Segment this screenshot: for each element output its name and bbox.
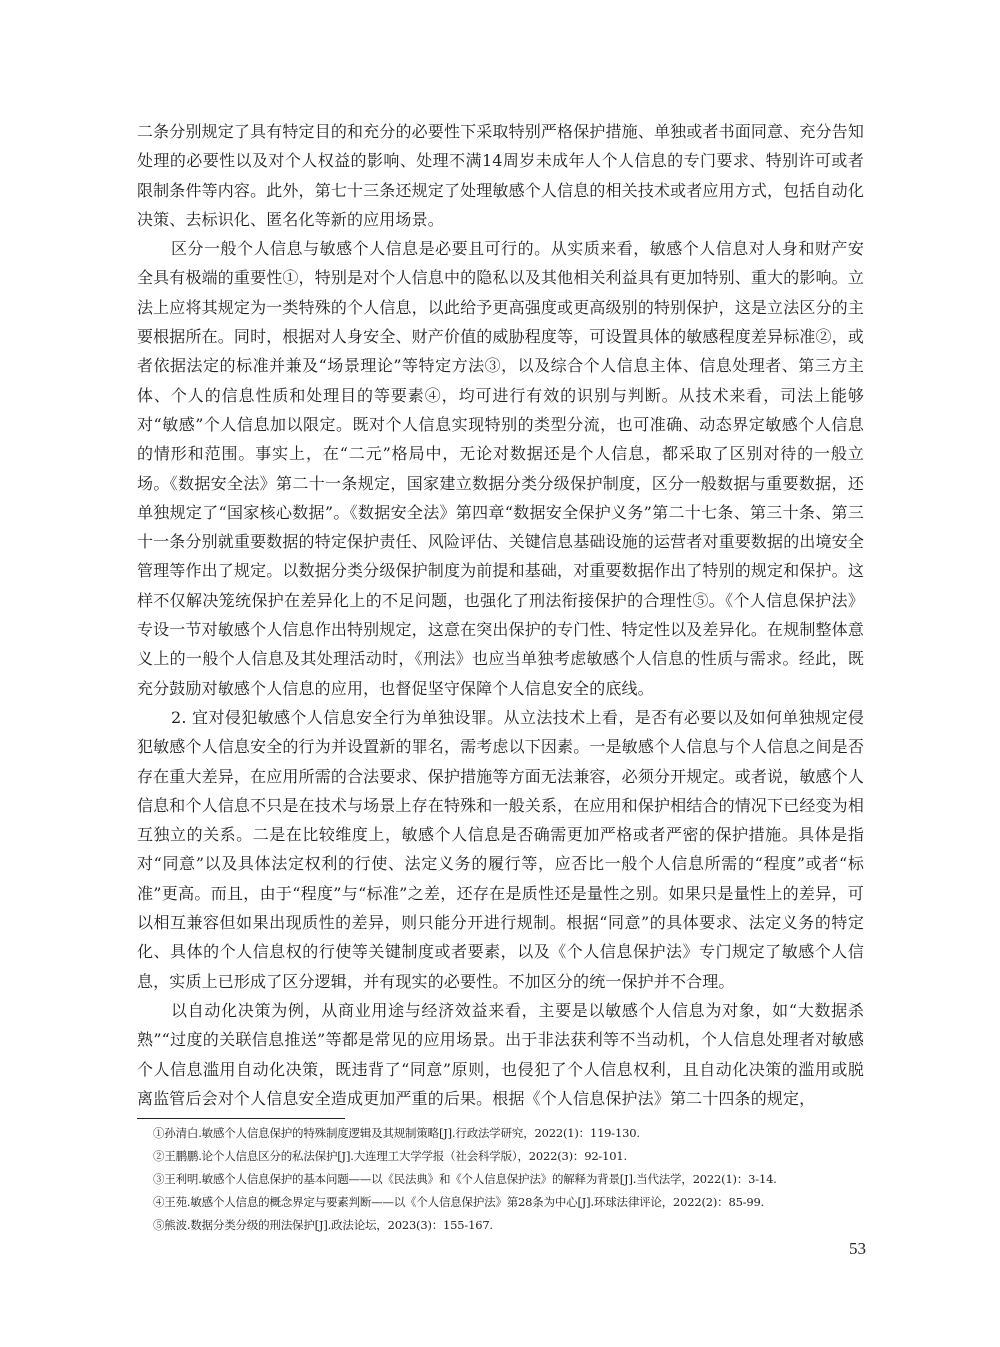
footnote: ②王鹏鹏.论个人信息区分的私法保护[J].大连理工大学学报（社会科学版），2022(3)：92-101. bbox=[153, 1149, 627, 1163]
footnote: ③王利明.敏感个人信息保护的基本问题——以《民法典》和《个人信息保护法》的解释为背景[J].当代法学，2022(1)：3-14. bbox=[153, 1172, 777, 1186]
footnote-divider bbox=[137, 1118, 345, 1119]
footnote: ①孙清白.敏感个人信息保护的特殊制度逻辑及其规制策略[J].行政法学研究，2022(1)：119-130. bbox=[153, 1126, 640, 1140]
body-text bbox=[137, 117, 864, 1113]
paragraph: 区分一般个人信息与敏感个人信息是必要且可行的。从实质来看，敏感个人信息对人身和财产安全具有极端的重要性①，特别是对个人信息中的隐私以及其他相关利益具有更加特别、重大的影响。立法上应将其规定为一类特殊的个人信息，以此给予更高强度或更高级别的特别保护，这是立法区分的主要根据所在。同时，根据对人身安全、财产价值的威胁程度等，可设置具体的敏感程度差异标准②，或者依据法定的标准并兼及“场景理论”等特定方法③，以及综合个人信息主体、信息处理者、第三方主体、个人的信息性质和处理目的等要素④，均可进行有效的识别与判断。从技术来看，司法上能够对“敏感”个人信息加以限定。既对个人信息实现特别的类型分流，也可准确、动态界定敏感个人信息的情形和范围。事实上，在“二元”格局中，无论对数据还是个人信息，都采取了区别对待的一般立场。《数据安全法》第二十一条规定，国家建立数据分类分级保护制度，区分一般数据与重要数据，还单独规定了“国家核心数据”。《数据安全法》第四章“数据安全保护义务”第二十七条、第三十条、第三十一条分别就重要数据的特定保护责任、风险评估、关键信息基础设施的运营者对重要数据的出境安全管理等作出了规定。以数据分类分级保护制度为前提和基础，对重要数据作出了特别的规定和保护。这样不仅解决笼统保护在差异化上的不足问题，也强化了刑法衔接保护的合理性⑤。《个人信息保护法》专设一节对敏感个人信息作出特别规定，这意在突出保护的专门性、特定性以及差异化。在规制整体意义上的一般个人信息及其处理活动时，《刑法》也应当单独考虑敏感个人信息的性质与需求。经此，既充分鼓励对敏感个人信息的应用，也督促坚守保障个人信息安全的底线。 bbox=[137, 239, 864, 698]
footnote: ⑤熊波.数据分类分级的刑法保护[J].政法论坛，2023(3)：155-167. bbox=[153, 1218, 493, 1232]
footnote: ④王苑.敏感个人信息的概念界定与要素判断——以《个人信息保护法》第28条为中心[J].环球法律评论，2022(2)：85-99. bbox=[153, 1195, 765, 1209]
footnotes bbox=[153, 1122, 873, 1237]
paragraph-continued: 二条分别规定了具有特定目的和充分的必要性下采取特别严格保护措施、单独或者书面同意、充分告知处理的必要性以及对个人权益的影响、处理不满14周岁未成年人个人信息的专门要求、特别许可或者限制条件等内容。此外，第七十三条还规定了处理敏感个人信息的相关技术或者应用方式，包括自动化决策、去标识化、匿名化等新的应用场景。 bbox=[137, 122, 864, 229]
page-number: 53 bbox=[849, 1239, 866, 1258]
paragraph: 以自动化决策为例，从商业用途与经济效益来看，主要是以敏感个人信息为对象，如“大数据杀熟”“过度的关联信息推送”等都是常见的应用场景。出于非法获利等不当动机，个人信息处理者对敏感个人信息滥用自动化决策，既违背了“同意”原则，也侵犯了个人信息权利，且自动化决策的滥用或脱离监管后会对个人信息安全造成更加严重的后果。根据《个人信息保护法》第二十四条的规定， bbox=[137, 1000, 864, 1108]
paragraph: 2. 宜对侵犯敏感个人信息安全行为单独设罪。从立法技术上看，是否有必要以及如何单独规定侵犯敏感个人信息安全的行为并设置新的罪名，需考虑以下因素。一是敏感个人信息与个人信息之间是否存在重大差异，在应用所需的合法要求、保护措施等方面无法兼容，必须分开规定。或者说，敏感个人信息和个人信息不只是在技术与场景上存在特殊和一般关系，在应用和保护相结合的情况下已经变为相互独立的关系。二是在比较维度上，敏感个人信息是否确需更加严格或者严密的保护措施。具体是指对“同意”以及具体法定权利的行使、法定义务的履行等，应否比一般个人信息所需的“程度”或者“标准”更高。而且，由于“程度”与“标准”之差，还存在是质性还是量性之别。如果只是量性上的差异，可以相互兼容但如果出现质性的差异，则只能分开进行规制。根据“同意”的具体要求、法定义务的特定化、具体的个人信息权的行使等关键制度或者要素，以及《个人信息保护法》专门规定了敏感个人信息，实质上已形成了区分逻辑，并有现实的必要性。不加区分的统一保护并不合理。 bbox=[137, 707, 864, 991]
